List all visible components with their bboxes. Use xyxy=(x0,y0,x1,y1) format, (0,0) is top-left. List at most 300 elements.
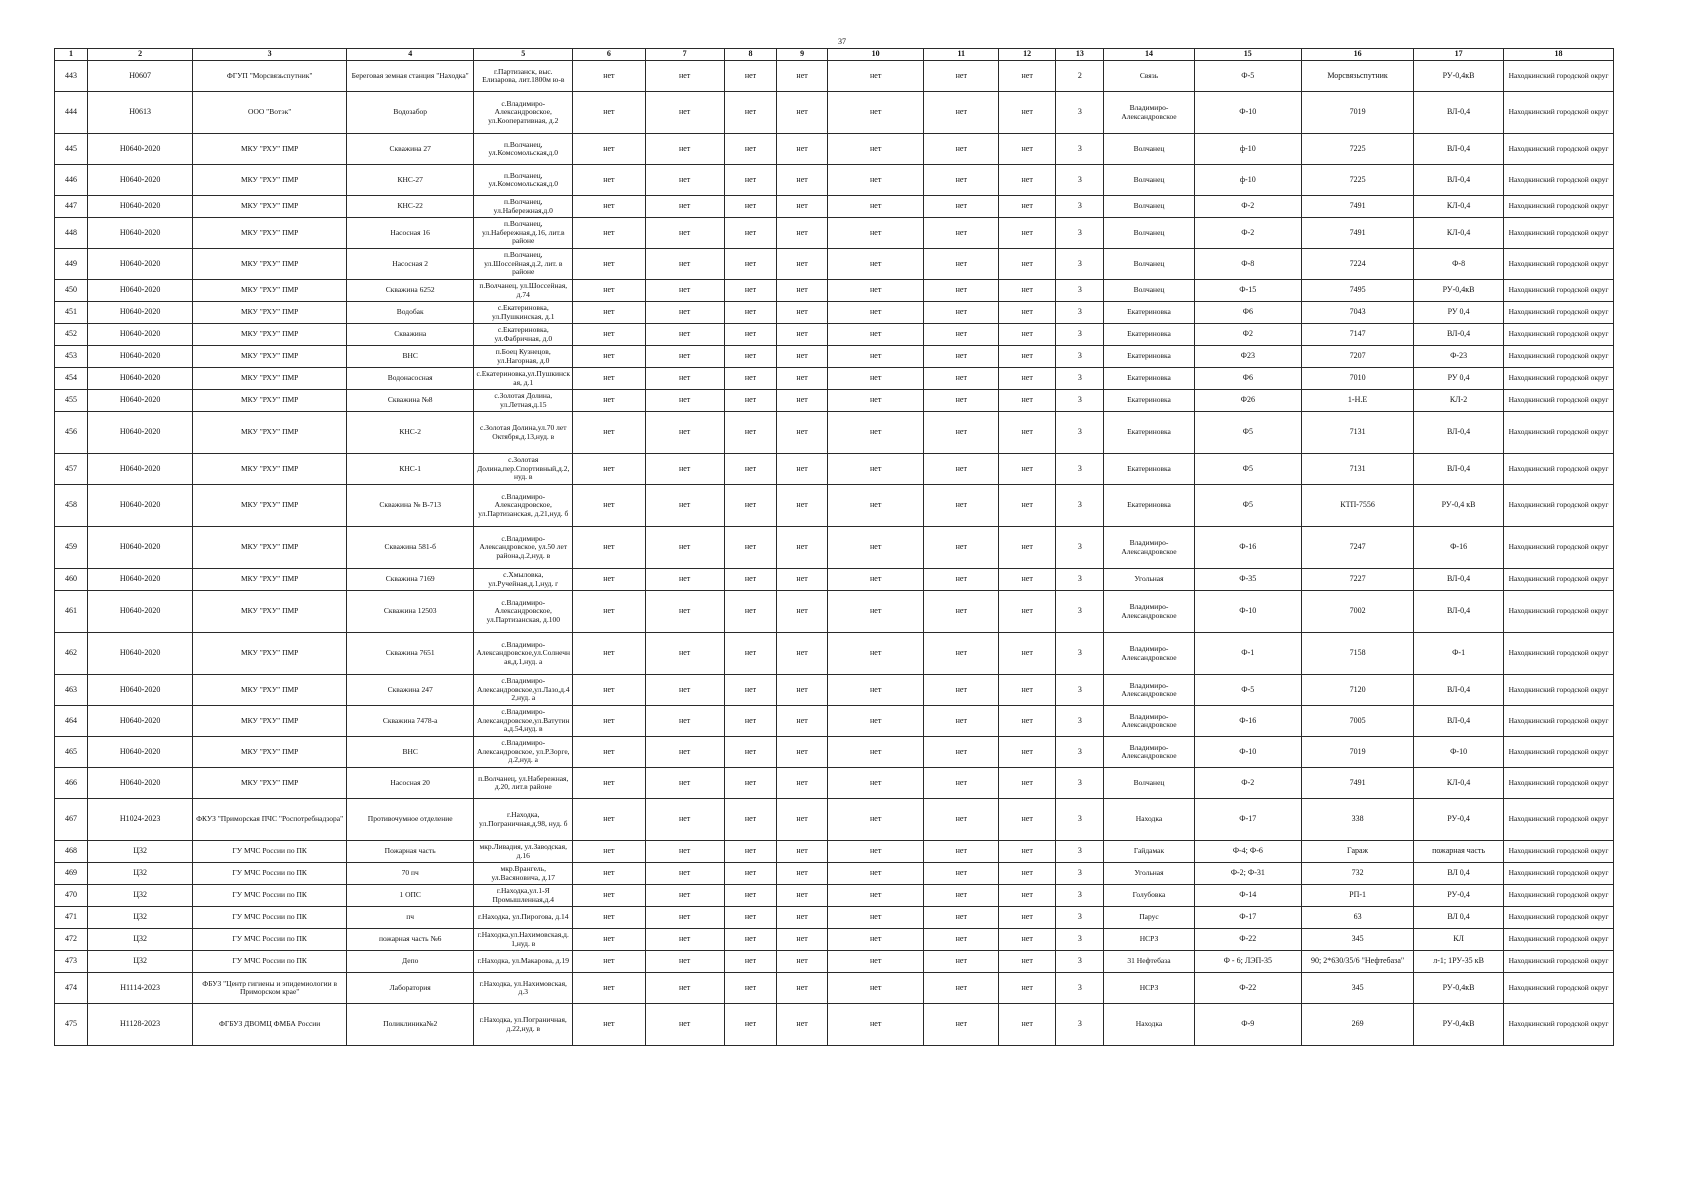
table-row xyxy=(55,390,1614,412)
table-cell: 471 xyxy=(55,907,88,929)
table-cell: 3 xyxy=(1056,1004,1104,1046)
table-cell: 3 xyxy=(1056,973,1104,1004)
table-cell: нет xyxy=(924,863,999,885)
table-row xyxy=(55,92,1614,134)
table-cell: нет xyxy=(777,706,828,737)
table-cell: РУ-0,4кВ xyxy=(1414,61,1504,92)
table-cell: нет xyxy=(777,92,828,134)
table-cell: 3 xyxy=(1056,737,1104,768)
table-cell: ВЛ-0,4 xyxy=(1414,92,1504,134)
table-cell: нет xyxy=(924,412,999,454)
table-cell: Ц32 xyxy=(87,907,192,929)
table-cell: нет xyxy=(777,929,828,951)
table-cell: Екатериновка xyxy=(1104,454,1194,485)
table-cell: Екатериновка xyxy=(1104,368,1194,390)
table-cell: Екатериновка xyxy=(1104,302,1194,324)
table-cell: нет xyxy=(724,569,777,591)
table-cell: Находкинский городской округ xyxy=(1504,591,1614,633)
table-cell: 3 xyxy=(1056,249,1104,280)
table-cell: 3 xyxy=(1056,324,1104,346)
table-cell: 7010 xyxy=(1302,368,1414,390)
table-cell: нет xyxy=(999,633,1056,675)
table-cell: МКУ "РХУ" ПМР xyxy=(193,454,347,485)
table-cell: Ф6 xyxy=(1194,368,1302,390)
table-cell: Находкинский городской округ xyxy=(1504,929,1614,951)
table-cell: нет xyxy=(999,302,1056,324)
table-cell: Находкинский городской округ xyxy=(1504,280,1614,302)
table-cell: ВЛ-0,4 xyxy=(1414,324,1504,346)
table-cell: Ф26 xyxy=(1194,390,1302,412)
table-cell: 3 xyxy=(1056,346,1104,368)
table-cell: Противочумное отделение xyxy=(347,799,474,841)
table-cell: РУ-0,4 xyxy=(1414,799,1504,841)
table-cell: нет xyxy=(645,768,724,799)
table-cell: ГУ МЧС России по ПК xyxy=(193,951,347,973)
table-cell: нет xyxy=(924,737,999,768)
table-cell: нет xyxy=(777,196,828,218)
column-header: 7 xyxy=(645,49,724,61)
table-cell: нет xyxy=(724,633,777,675)
table-cell: нет xyxy=(645,737,724,768)
table-cell: нет xyxy=(573,863,645,885)
table-cell: Екатериновка xyxy=(1104,485,1194,527)
table-cell: Н0640-2020 xyxy=(87,134,192,165)
table-row xyxy=(55,907,1614,929)
table-cell: нет xyxy=(827,218,924,249)
table-cell: нет xyxy=(573,885,645,907)
table-cell: 7495 xyxy=(1302,280,1414,302)
table-cell: 3 xyxy=(1056,951,1104,973)
table-cell: Скважина 7169 xyxy=(347,569,474,591)
table-cell: Скважина 27 xyxy=(347,134,474,165)
table-cell: нет xyxy=(827,633,924,675)
table-cell: Н0640-2020 xyxy=(87,633,192,675)
table-cell: нет xyxy=(827,412,924,454)
table-cell: 458 xyxy=(55,485,88,527)
table-cell: 466 xyxy=(55,768,88,799)
table-cell: нет xyxy=(724,929,777,951)
table-cell: 461 xyxy=(55,591,88,633)
table-cell: нет xyxy=(924,249,999,280)
table-cell: 3 xyxy=(1056,527,1104,569)
table-cell: Скважина 247 xyxy=(347,675,474,706)
table-cell: Волчанец xyxy=(1104,218,1194,249)
table-cell: 475 xyxy=(55,1004,88,1046)
table-cell: Находкинский городской округ xyxy=(1504,412,1614,454)
table-cell: 7247 xyxy=(1302,527,1414,569)
table-row xyxy=(55,134,1614,165)
table-cell: Ф-10 xyxy=(1414,737,1504,768)
table-cell: Находкинский городской округ xyxy=(1504,346,1614,368)
table-cell: 3 xyxy=(1056,165,1104,196)
table-cell: 448 xyxy=(55,218,88,249)
table-cell: 3 xyxy=(1056,907,1104,929)
table-cell: нет xyxy=(999,454,1056,485)
table-cell: 7225 xyxy=(1302,165,1414,196)
table-cell: Екатериновка xyxy=(1104,324,1194,346)
table-cell: 3 xyxy=(1056,706,1104,737)
table-cell: нет xyxy=(573,973,645,1004)
table-cell: нет xyxy=(724,346,777,368)
table-cell: п.Волчанец, ул.Набережная,д.16, лит.в районе xyxy=(474,218,573,249)
column-header: 15 xyxy=(1194,49,1302,61)
table-cell: 3 xyxy=(1056,368,1104,390)
table-cell: нет xyxy=(924,929,999,951)
table-cell: Н0640-2020 xyxy=(87,165,192,196)
table-cell: 464 xyxy=(55,706,88,737)
table-cell: нет xyxy=(724,591,777,633)
table-cell: с.Золотая Долина, ул.Летная,д.15 xyxy=(474,390,573,412)
table-cell: нет xyxy=(573,841,645,863)
table-row xyxy=(55,165,1614,196)
table-row xyxy=(55,302,1614,324)
table-cell: МКУ "РХУ" ПМР xyxy=(193,412,347,454)
table-cell: нет xyxy=(573,737,645,768)
table-cell: нет xyxy=(573,768,645,799)
table-cell: нет xyxy=(777,951,828,973)
table-cell: НСРЗ xyxy=(1104,929,1194,951)
table-cell: пожарная часть №6 xyxy=(347,929,474,951)
table-cell: нет xyxy=(999,907,1056,929)
table-cell: МКУ "РХУ" ПМР xyxy=(193,346,347,368)
table-cell: нет xyxy=(573,454,645,485)
table-cell: 474 xyxy=(55,973,88,1004)
table-cell: нет xyxy=(827,485,924,527)
table-cell: Находкинский городской округ xyxy=(1504,249,1614,280)
table-cell: Насосная 16 xyxy=(347,218,474,249)
table-cell: нет xyxy=(924,569,999,591)
table-cell: Ф-2 xyxy=(1194,196,1302,218)
table-cell: 457 xyxy=(55,454,88,485)
table-cell: Скважина 581-б xyxy=(347,527,474,569)
table-cell: нет xyxy=(777,841,828,863)
table-cell: 3 xyxy=(1056,885,1104,907)
table-cell: нет xyxy=(924,951,999,973)
table-cell: 449 xyxy=(55,249,88,280)
table-cell: Ц32 xyxy=(87,863,192,885)
table-cell: Владимиро-Александровское xyxy=(1104,675,1194,706)
table-cell: Находкинский городской округ xyxy=(1504,737,1614,768)
table-cell: Ф-10 xyxy=(1194,591,1302,633)
table-cell: Скважина xyxy=(347,324,474,346)
table-body xyxy=(55,61,1614,1046)
table-cell: 7491 xyxy=(1302,218,1414,249)
table-cell: нет xyxy=(924,907,999,929)
table-cell: нет xyxy=(999,280,1056,302)
table-cell: нет xyxy=(724,134,777,165)
table-cell: нет xyxy=(724,799,777,841)
table-cell: с.Золотая Долина,ул.70 лет Октября,д.13,нуд. в xyxy=(474,412,573,454)
table-cell: ф-10 xyxy=(1194,165,1302,196)
table-cell: Связь xyxy=(1104,61,1194,92)
table-cell: МКУ "РХУ" ПМР xyxy=(193,768,347,799)
table-cell: Н0640-2020 xyxy=(87,706,192,737)
table-cell: Скважина №8 xyxy=(347,390,474,412)
table-cell: с.Хмыловка, ул.Ручейная,д.1,нуд. г xyxy=(474,569,573,591)
table-cell: Н0640-2020 xyxy=(87,768,192,799)
table-cell: нет xyxy=(777,346,828,368)
table-cell: Н0640-2020 xyxy=(87,485,192,527)
table-cell: ВЛ-0,4 xyxy=(1414,675,1504,706)
table-cell: нет xyxy=(573,569,645,591)
table-cell: мкр.Ливадия, ул.Заводская, д.16 xyxy=(474,841,573,863)
table-cell: ВЛ 0,4 xyxy=(1414,863,1504,885)
table-cell: Ф-8 xyxy=(1194,249,1302,280)
table-cell: 7158 xyxy=(1302,633,1414,675)
table-cell: 453 xyxy=(55,346,88,368)
table-cell: нет xyxy=(724,92,777,134)
table-cell: нет xyxy=(777,324,828,346)
table-cell: Ф-1 xyxy=(1194,633,1302,675)
table-cell: 7207 xyxy=(1302,346,1414,368)
table-cell: нет xyxy=(724,841,777,863)
table-row xyxy=(55,368,1614,390)
table-cell: нет xyxy=(999,675,1056,706)
table-cell: нет xyxy=(777,485,828,527)
table-cell: нет xyxy=(573,706,645,737)
table-cell: нет xyxy=(777,412,828,454)
table-cell: нет xyxy=(724,1004,777,1046)
table-cell: Н0613 xyxy=(87,92,192,134)
table-cell: нет xyxy=(645,863,724,885)
table-cell: РУ-0,4 кВ xyxy=(1414,485,1504,527)
table-cell: г.Находка,ул.Нахимовская,д.1,нуд. в xyxy=(474,929,573,951)
table-cell: нет xyxy=(724,951,777,973)
table-cell: Находкинский городской округ xyxy=(1504,973,1614,1004)
table-cell: нет xyxy=(573,390,645,412)
table-cell: ГУ МЧС России по ПК xyxy=(193,885,347,907)
table-cell: Находкинский городской округ xyxy=(1504,675,1614,706)
table-cell: нет xyxy=(924,885,999,907)
table-cell: Волчанец xyxy=(1104,134,1194,165)
table-cell: 3 xyxy=(1056,196,1104,218)
table-cell: 2 xyxy=(1056,61,1104,92)
table-cell: ГУ МЧС России по ПК xyxy=(193,863,347,885)
table-cell: 3 xyxy=(1056,929,1104,951)
table-cell: нет xyxy=(827,249,924,280)
table-cell: 1-Н.Е xyxy=(1302,390,1414,412)
table-cell: Находкинский городской округ xyxy=(1504,1004,1614,1046)
table-cell: нет xyxy=(573,485,645,527)
table-cell: нет xyxy=(999,737,1056,768)
table-cell: 63 xyxy=(1302,907,1414,929)
table-cell: нет xyxy=(999,1004,1056,1046)
table-row xyxy=(55,737,1614,768)
table-cell: нет xyxy=(999,885,1056,907)
table-cell: КЛ-0,4 xyxy=(1414,218,1504,249)
table-cell: нет xyxy=(827,841,924,863)
table-cell: Находкинский городской округ xyxy=(1504,841,1614,863)
table-cell: с.Екатериновка, ул.Пушкинская, д.1 xyxy=(474,302,573,324)
table-cell: нет xyxy=(573,1004,645,1046)
table-cell: нет xyxy=(724,768,777,799)
table-cell: 3 xyxy=(1056,302,1104,324)
table-cell: нет xyxy=(573,951,645,973)
column-header: 16 xyxy=(1302,49,1414,61)
table-cell: нет xyxy=(924,61,999,92)
table-cell: мкр.Врангель, ул.Васяновича, д.17 xyxy=(474,863,573,885)
table-cell: Скважина 6252 xyxy=(347,280,474,302)
table-cell: нет xyxy=(827,1004,924,1046)
table-cell: нет xyxy=(924,768,999,799)
table-cell: 3 xyxy=(1056,633,1104,675)
table-cell: нет xyxy=(573,591,645,633)
table-cell: Ц32 xyxy=(87,841,192,863)
table-cell: 7225 xyxy=(1302,134,1414,165)
table-cell: 7227 xyxy=(1302,569,1414,591)
column-header: 11 xyxy=(924,49,999,61)
table-cell: с.Владимиро-Александровское, ул.50 лет района,д.2,нуд. в xyxy=(474,527,573,569)
table-cell: 7019 xyxy=(1302,737,1414,768)
table-cell: Н1114-2023 xyxy=(87,973,192,1004)
table-cell: Ф-8 xyxy=(1414,249,1504,280)
table-cell: нет xyxy=(999,134,1056,165)
table-cell: МКУ "РХУ" ПМР xyxy=(193,302,347,324)
table-cell: ГУ МЧС России по ПК xyxy=(193,907,347,929)
table-cell: нет xyxy=(827,973,924,1004)
table-cell: нет xyxy=(777,368,828,390)
table-cell: г.Находка, ул.Пограничная, д.22,нуд. в xyxy=(474,1004,573,1046)
table-cell: Находкинский городской округ xyxy=(1504,863,1614,885)
table-cell: нет xyxy=(827,346,924,368)
table-cell: Ф-9 xyxy=(1194,1004,1302,1046)
table-cell: КЛ-0,4 xyxy=(1414,768,1504,799)
table-cell: нет xyxy=(645,633,724,675)
table-cell: нет xyxy=(827,737,924,768)
table-cell: нет xyxy=(777,633,828,675)
table-cell: нет xyxy=(827,799,924,841)
table-cell: 463 xyxy=(55,675,88,706)
table-cell: Н0640-2020 xyxy=(87,527,192,569)
table-cell: Находкинский городской округ xyxy=(1504,951,1614,973)
table-cell: нет xyxy=(645,907,724,929)
table-cell: нет xyxy=(924,799,999,841)
table-cell: нет xyxy=(777,134,828,165)
table-cell: Н0640-2020 xyxy=(87,675,192,706)
table-cell: нет xyxy=(777,390,828,412)
table-cell: КЛ xyxy=(1414,929,1504,951)
table-cell: п.Волчанец, ул.Набережная, д.20, лит.в районе xyxy=(474,768,573,799)
table-cell: 3 xyxy=(1056,863,1104,885)
column-header: 17 xyxy=(1414,49,1504,61)
table-cell: Водозабор xyxy=(347,92,474,134)
table-cell: Ф23 xyxy=(1194,346,1302,368)
table-cell: нет xyxy=(924,485,999,527)
table-cell: ВЛ-0,4 xyxy=(1414,569,1504,591)
table-cell: нет xyxy=(924,390,999,412)
table-cell: 70 пч xyxy=(347,863,474,885)
table-cell: КНС-2 xyxy=(347,412,474,454)
table-cell: МКУ "РХУ" ПМР xyxy=(193,134,347,165)
table-cell: нет xyxy=(645,706,724,737)
table-cell: КЛ-2 xyxy=(1414,390,1504,412)
table-cell: 7120 xyxy=(1302,675,1414,706)
table-cell: Водобак xyxy=(347,302,474,324)
table-cell: 454 xyxy=(55,368,88,390)
table-cell: нет xyxy=(924,218,999,249)
table-cell: 3 xyxy=(1056,799,1104,841)
table-cell: РУ-0,4кВ xyxy=(1414,1004,1504,1046)
table-cell: нет xyxy=(645,390,724,412)
table-cell: 3 xyxy=(1056,591,1104,633)
table-cell: нет xyxy=(924,324,999,346)
table-cell: нет xyxy=(777,863,828,885)
table-cell: нет xyxy=(827,768,924,799)
table-row xyxy=(55,929,1614,951)
table-cell: Насосная 20 xyxy=(347,768,474,799)
table-cell: нет xyxy=(573,249,645,280)
table-cell: нет xyxy=(999,863,1056,885)
table-cell: Ф-17 xyxy=(1194,799,1302,841)
table-cell: нет xyxy=(645,61,724,92)
table-cell: нет xyxy=(573,92,645,134)
column-header: 4 xyxy=(347,49,474,61)
table-cell: 7043 xyxy=(1302,302,1414,324)
table-cell: Находкинский городской округ xyxy=(1504,218,1614,249)
table-cell: Ф-4; Ф-6 xyxy=(1194,841,1302,863)
table-cell: нет xyxy=(645,799,724,841)
facilities-table xyxy=(54,48,1614,1046)
table-cell: 732 xyxy=(1302,863,1414,885)
table-cell: Скважина № В-713 xyxy=(347,485,474,527)
table-cell: нет xyxy=(827,929,924,951)
table-cell: 444 xyxy=(55,92,88,134)
table-cell: МКУ "РХУ" ПМР xyxy=(193,390,347,412)
table-cell: нет xyxy=(924,973,999,1004)
table-cell: нет xyxy=(724,390,777,412)
table-cell: Находкинский городской округ xyxy=(1504,454,1614,485)
table-cell: нет xyxy=(827,706,924,737)
table-cell: КТП-7556 xyxy=(1302,485,1414,527)
table-cell: ФГУП "Морсвязьспутник" xyxy=(193,61,347,92)
column-header: 1 xyxy=(55,49,88,61)
table-cell: ФКУЗ "Приморская ПЧС "Роспотребнадзора" xyxy=(193,799,347,841)
table-cell: Находкинский городской округ xyxy=(1504,907,1614,929)
table-cell: РУ-0,4кВ xyxy=(1414,280,1504,302)
table-cell: Екатериновка xyxy=(1104,346,1194,368)
table-cell: НСРЗ xyxy=(1104,973,1194,1004)
table-cell: нет xyxy=(999,92,1056,134)
table-cell: МКУ "РХУ" ПМР xyxy=(193,706,347,737)
table-cell: 460 xyxy=(55,569,88,591)
table-cell: МКУ "РХУ" ПМР xyxy=(193,249,347,280)
table-cell: МКУ "РХУ" ПМР xyxy=(193,633,347,675)
table-cell: нет xyxy=(645,346,724,368)
table-cell: нет xyxy=(827,368,924,390)
table-cell: нет xyxy=(645,165,724,196)
table-cell: нет xyxy=(827,390,924,412)
table-cell: ГУ МЧС России по ПК xyxy=(193,841,347,863)
table-cell: Насосная 2 xyxy=(347,249,474,280)
table-cell: 450 xyxy=(55,280,88,302)
table-cell: нет xyxy=(645,885,724,907)
table-cell: 31 Нефтебаза xyxy=(1104,951,1194,973)
table-cell: нет xyxy=(999,368,1056,390)
table-cell: 7002 xyxy=(1302,591,1414,633)
table-cell: нет xyxy=(777,675,828,706)
column-header: 14 xyxy=(1104,49,1194,61)
table-cell: нет xyxy=(827,885,924,907)
table-cell: нет xyxy=(645,591,724,633)
table-cell: 7005 xyxy=(1302,706,1414,737)
table-cell: Ф2 xyxy=(1194,324,1302,346)
table-cell: нет xyxy=(999,61,1056,92)
table-cell: Владимиро-Александровское xyxy=(1104,737,1194,768)
table-cell: МКУ "РХУ" ПМР xyxy=(193,368,347,390)
table-cell: нет xyxy=(924,591,999,633)
table-cell: нет xyxy=(777,1004,828,1046)
table-cell: нет xyxy=(777,527,828,569)
